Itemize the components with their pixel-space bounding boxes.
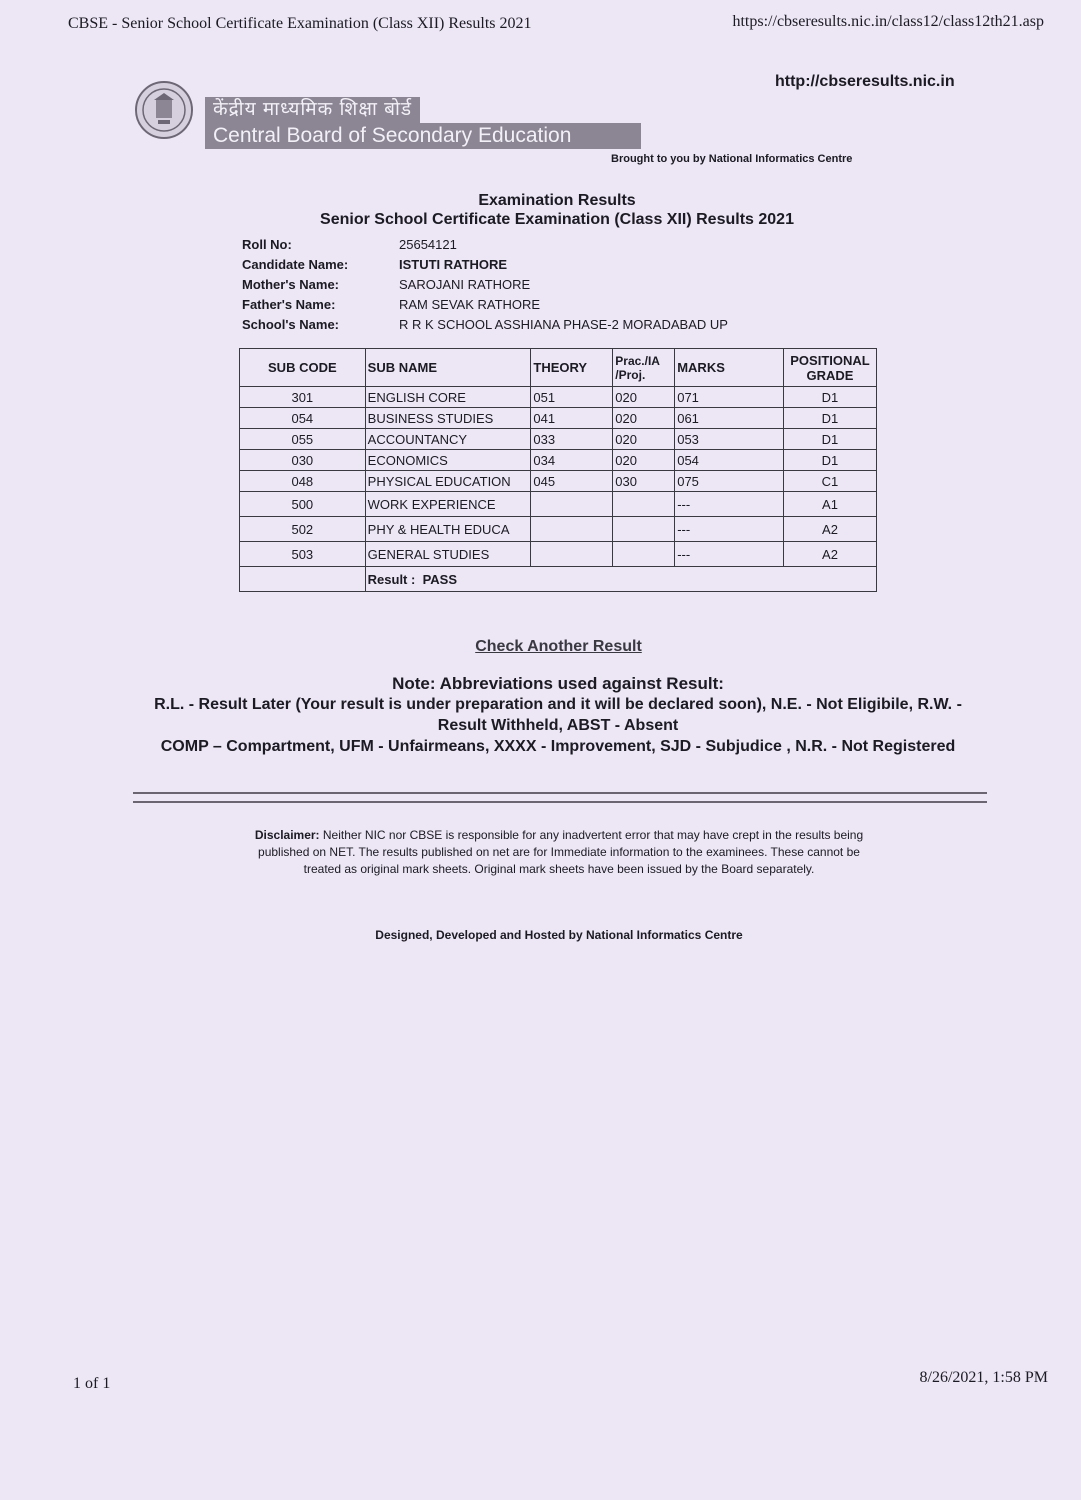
info-label: Mother's Name: bbox=[242, 276, 339, 292]
marks-cell: 061 bbox=[675, 408, 784, 429]
info-label: Roll No: bbox=[242, 236, 292, 252]
info-label: Candidate Name: bbox=[242, 256, 349, 272]
father-name-value: RAM SEVAK RATHORE bbox=[399, 296, 541, 312]
table-row bbox=[240, 429, 877, 450]
mother-name-value: SAROJANI RATHORE bbox=[399, 276, 531, 292]
theory-cell: 033 bbox=[531, 429, 613, 450]
double-divider bbox=[133, 792, 987, 803]
marks-cell: 071 bbox=[675, 387, 784, 408]
disclaimer-label: Disclaimer: bbox=[254, 828, 320, 842]
marks-cell: --- bbox=[675, 492, 784, 517]
roll-no-value: 25654121 bbox=[399, 236, 457, 252]
grade-cell: A1 bbox=[783, 492, 876, 517]
table-row bbox=[240, 450, 877, 471]
mother-name-row bbox=[242, 274, 728, 294]
disclaimer bbox=[240, 827, 878, 878]
grade-cell: A2 bbox=[783, 517, 876, 542]
result-cell bbox=[365, 567, 876, 592]
note-line-2: COMP – Compartment, UFM - Unfairmeans, XXXX - Improvement, SJD - Subjudice , N.R. - Not Registered bbox=[160, 738, 956, 755]
prac-cell: 030 bbox=[613, 471, 675, 492]
theory-cell bbox=[531, 492, 613, 517]
result-value: PASS bbox=[422, 571, 457, 587]
marks-table bbox=[239, 348, 877, 592]
header-sub-name: SUB NAME bbox=[365, 349, 531, 387]
exam-subtitle: Senior School Certificate Examination (Class XII) Results 2021 bbox=[320, 211, 794, 228]
sub-code-cell: 500 bbox=[240, 492, 366, 517]
result-label: Result : bbox=[367, 571, 416, 587]
sub-name-cell: BUSINESS STUDIES bbox=[365, 408, 531, 429]
header-grade: POSITIONAL GRADE bbox=[783, 349, 876, 387]
info-label: School's Name: bbox=[242, 316, 340, 332]
check-another-result-link[interactable]: Check Another Result bbox=[475, 638, 642, 655]
grade-cell: C1 bbox=[783, 471, 876, 492]
abbreviations-note bbox=[140, 673, 976, 757]
sub-name-cell: ECONOMICS bbox=[365, 450, 531, 471]
sub-code-cell: 301 bbox=[240, 387, 366, 408]
header-prac: Prac./IA /Proj. bbox=[613, 349, 675, 387]
table-row bbox=[240, 492, 877, 517]
theory-cell bbox=[531, 542, 613, 567]
sub-code-cell: 048 bbox=[240, 471, 366, 492]
sub-name-cell: GENERAL STUDIES bbox=[365, 542, 531, 567]
footer-credit: Designed, Developed and Hosted by National Informatics Centre bbox=[375, 928, 743, 942]
sub-code-cell: 030 bbox=[240, 450, 366, 471]
theory-cell: 034 bbox=[531, 450, 613, 471]
sub-code-cell: 502 bbox=[240, 517, 366, 542]
marks-cell: 054 bbox=[675, 450, 784, 471]
table-row bbox=[240, 542, 877, 567]
marks-cell: 053 bbox=[675, 429, 784, 450]
sub-name-cell: ACCOUNTANCY bbox=[365, 429, 531, 450]
note-line-1: R.L. - Result Later (Your result is under preparation and it will be declared soon), N.E. - Not Eligibile, R.W. - Result Withheld, ABST - Absent bbox=[154, 696, 962, 734]
prac-cell bbox=[613, 542, 675, 567]
sub-code-cell: 054 bbox=[240, 408, 366, 429]
roll-no-row bbox=[242, 234, 728, 254]
disclaimer-text: Neither NIC nor CBSE is responsible for any inadvertent error that may have crept in the results being published on NET. The results published on net are for Immediate information to the examinees. These cannot be treated as original mark sheets. Original mark sheets have been issued by the Board separately. bbox=[258, 828, 864, 876]
sub-name-cell: ENGLISH CORE bbox=[365, 387, 531, 408]
sub-name-cell: WORK EXPERIENCE bbox=[365, 492, 531, 517]
table-row bbox=[240, 387, 877, 408]
board-banner bbox=[205, 97, 641, 149]
sub-name-cell: PHYSICAL EDUCATION bbox=[365, 471, 531, 492]
print-datetime: 8/26/2021, 1:58 PM bbox=[919, 1369, 1048, 1386]
prac-cell bbox=[613, 517, 675, 542]
grade-cell: D1 bbox=[783, 429, 876, 450]
brought-by-text: Brought to you by National Informatics Centre bbox=[611, 153, 853, 165]
cbse-emblem-icon bbox=[134, 80, 194, 140]
print-header-title: CBSE - Senior School Certificate Examination (Class XII) Results 2021 bbox=[68, 15, 532, 32]
sub-name-cell: PHY & HEALTH EDUCA bbox=[365, 517, 531, 542]
table-header-row bbox=[240, 349, 877, 387]
marks-cell: 075 bbox=[675, 471, 784, 492]
candidate-name-value: ISTUTI RATHORE bbox=[399, 256, 508, 272]
result-spacer-cell bbox=[240, 567, 366, 592]
exam-title: Examination Results bbox=[478, 192, 636, 209]
board-name-english: Central Board of Secondary Education bbox=[205, 123, 641, 149]
candidate-name-row bbox=[242, 254, 728, 274]
grade-cell: D1 bbox=[783, 408, 876, 429]
header-theory: THEORY bbox=[531, 349, 613, 387]
father-name-row bbox=[242, 294, 728, 314]
candidate-info bbox=[242, 234, 728, 334]
info-label: Father's Name: bbox=[242, 296, 336, 312]
school-name-value: R R K SCHOOL ASSHIANA PHASE-2 MORADABAD UP bbox=[399, 316, 728, 332]
theory-cell bbox=[531, 517, 613, 542]
sub-code-cell: 055 bbox=[240, 429, 366, 450]
table-row bbox=[240, 408, 877, 429]
print-header-url: https://cbseresults.nic.in/class12/class12th21.asp bbox=[732, 13, 1044, 30]
site-url-link[interactable]: http://cbseresults.nic.in bbox=[775, 73, 955, 90]
prac-cell: 020 bbox=[613, 429, 675, 450]
marks-cell: --- bbox=[675, 542, 784, 567]
marks-cell: --- bbox=[675, 517, 784, 542]
header-marks: MARKS bbox=[675, 349, 784, 387]
sub-code-cell: 503 bbox=[240, 542, 366, 567]
school-name-row bbox=[242, 314, 728, 334]
print-page-count: 1 of 1 bbox=[73, 1375, 111, 1392]
theory-cell: 041 bbox=[531, 408, 613, 429]
theory-cell: 045 bbox=[531, 471, 613, 492]
header-sub-code: SUB CODE bbox=[240, 349, 366, 387]
table-row bbox=[240, 471, 877, 492]
prac-cell: 020 bbox=[613, 408, 675, 429]
prac-cell bbox=[613, 492, 675, 517]
grade-cell: D1 bbox=[783, 450, 876, 471]
note-heading: Note: Abbreviations used against Result: bbox=[392, 674, 724, 693]
board-name-hindi: केंद्रीय माध्यमिक शिक्षा बोर्ड bbox=[205, 97, 420, 123]
result-row bbox=[240, 567, 877, 592]
theory-cell: 051 bbox=[531, 387, 613, 408]
grade-cell: D1 bbox=[783, 387, 876, 408]
grade-cell: A2 bbox=[783, 542, 876, 567]
prac-cell: 020 bbox=[613, 387, 675, 408]
table-row bbox=[240, 517, 877, 542]
prac-cell: 020 bbox=[613, 450, 675, 471]
